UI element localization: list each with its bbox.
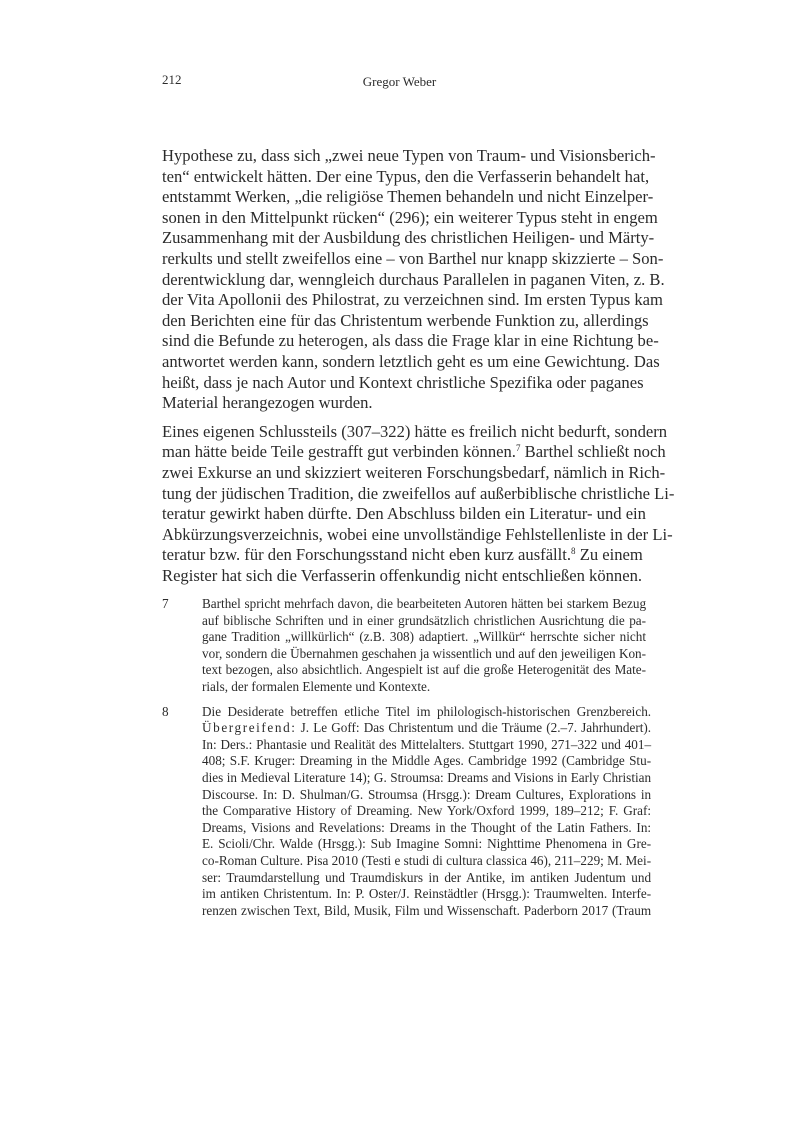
text-line: sonen in den Mittelpunkt rücken“ (296); ein weiterer Typus steht in engem <box>162 207 658 227</box>
text-line: Eines eigenen Schlussteils (307–322) hätte es freilich nicht bedurft, sondern <box>162 421 668 441</box>
text-line: Barthel spricht mehrfach davon, die bearbeiteten Autoren hätten bei starkem Bezug <box>202 596 647 611</box>
text-line: Discourse. In: D. Shulman/G. Stroumsa (Hrsgg.): Dream Cultures, Explorations in <box>202 786 652 802</box>
paragraph-2 <box>162 421 675 587</box>
text-line: Register hat sich die Verfasserin offenkundig nicht entschließen können. <box>162 565 643 585</box>
spaced-emphasis: Übergreifend: <box>202 720 297 736</box>
footnote-7 <box>162 596 647 696</box>
text-line: In: Ders.: Phantasie und Realität des Mittelalters. Stuttgart 1990, 271–322 und 401– <box>202 736 652 752</box>
footnote-text <box>202 596 646 696</box>
paragraph-1 <box>162 146 665 414</box>
page-header <box>162 72 637 92</box>
text-line: der Vita Apollonii des Philostrat, zu verzeichnen sind. Im ersten Typus kam <box>162 290 663 310</box>
text-line: Zusammenhang mit der Ausbildung des christlichen Heiligen- und Märty- <box>162 228 655 248</box>
text-line: zwei Exkurse an und skizziert weiteren Forschungsbedarf, nämlich in Rich- <box>162 462 666 482</box>
text-line: Material herangezogen wurden. <box>162 393 373 413</box>
main-text <box>162 146 675 586</box>
footnote-ref-8[interactable]: 8 <box>571 546 576 557</box>
text-line: the Comparative History of Dreaming. New York/Oxford 1999, 189–212; F. Graf: <box>202 803 652 819</box>
footnote-number: 7 <box>162 596 169 611</box>
text-line: E. Scioli/Chr. Walde (Hrsgg.): Sub Imagine Somni: Nighttime Phenomena in Gre- <box>202 836 652 852</box>
text-line: rials, der formalen Elemente und Kontexte. <box>202 678 431 694</box>
text-line: derentwicklung dar, wenngleich durchaus Parallelen in paganen Viten, z. B. <box>162 269 665 289</box>
text-line: den Berichten eine für das Christentum werbende Funktion zu, allerdings <box>162 310 649 330</box>
text-line: ten“ entwickelt hätten. Der eine Typus, den die Verfasserin behandelt hat, <box>162 166 650 186</box>
text-line: rerkults und stellt zweifellos eine – von Barthel nur knapp skizzierte – Son- <box>162 248 664 268</box>
text-line: text bezogen, also absichtlich. Angespielt ist auf die große Heterogenität des Mate- <box>202 662 647 678</box>
text-line: gane Tradition „willkürlich“ (z.B. 308) adaptiert. „Willkür“ herrschte sicher nicht <box>202 629 647 645</box>
text-line: antwortet werden kann, sondern letztlich geht es um eine Gewichtung. Das <box>162 351 660 371</box>
text-line: sind die Befunde zu heterogen, als dass die Frage klar in eine Richtung be- <box>162 331 659 351</box>
text-line-with-footnote-ref: man hätte beide Teile gestrafft gut verbinden können.$^7$ Barthel schließt noch <box>162 442 666 462</box>
footnote-ref-7[interactable]: 7 <box>515 443 521 454</box>
text-line-with-footnote-ref: teratur bzw. für den Forschungsstand nicht eben kurz ausfällt.$^8$ Zu einem <box>162 545 643 565</box>
text-line: im antiken Christentum. In: P. Oster/J. Reinstädtler (Hrsgg.): Traumwelten. Interfe- <box>202 886 652 902</box>
text-line: teratur gewirkt haben dürfte. Den Abschluss bilden ein Literatur- und ein <box>162 504 646 524</box>
text-line: dies in Medieval Literature 14); G. Stroumsa: Dreams and Visions in Early Christian <box>202 769 652 785</box>
text-line: auf biblische Schriften und in einer grundsätzlich christlichen Ausrichtung die pa- <box>202 612 647 628</box>
text-line: tung der jüdischen Tradition, die zweifellos auf außerbiblische christliche Li- <box>162 483 675 503</box>
text-line: Abkürzungsverzeichnis, wobei eine unvollständige Fehlstellenliste in der Li- <box>162 524 673 544</box>
footnote-number: 8 <box>162 703 169 719</box>
text-line: vor, sondern die Übernahmen geschahen ja wissentlich und auf den jeweiligen Kon- <box>202 645 647 661</box>
text-line: 408; S.F. Kruger: Dreaming in the Middle Ages. Cambridge 1992 (Cambridge Stu- <box>202 753 652 769</box>
text-line: Übergreifend: J. Le Goff: Das Christentum und die Träume (2.–7. Jahrhundert). <box>202 720 652 736</box>
text-line: ser: Traumdarstellung und Traumdiskurs in der Antike, im antiken Judentum und <box>202 869 652 885</box>
text-line: entstammt Werken, „die religiöse Themen behandeln und nicht Einzelper- <box>162 187 654 207</box>
text-line: Dreams, Visions and Revelations: Dreams in the Thought of the Latin Fathers. In: <box>202 819 652 835</box>
text-line: renzen zwischen Text, Bild, Musik, Film und Wissenschaft. Paderborn 2017 (Traum <box>202 902 652 918</box>
page-number: 212 <box>162 72 182 87</box>
footnotes <box>162 596 652 919</box>
text-line: Hypothese zu, dass sich „zwei neue Typen von Traum- und Visionsberich- <box>162 146 656 165</box>
text-line: heißt, dass je nach Autor und Kontext christliche Spezifika oder paganes <box>162 372 644 392</box>
footnote-8 <box>162 703 652 920</box>
text-line: co-Roman Culture. Pisa 2010 (Testi e studi di cultura classica 46), 211–229; M. Mei- <box>202 852 652 868</box>
text-line: Die Desiderate betreffen etliche Titel im philologisch-historischen Grenzbereich. <box>202 703 652 719</box>
footnote-text <box>202 704 651 920</box>
running-head-author: Gregor Weber <box>362 74 437 89</box>
